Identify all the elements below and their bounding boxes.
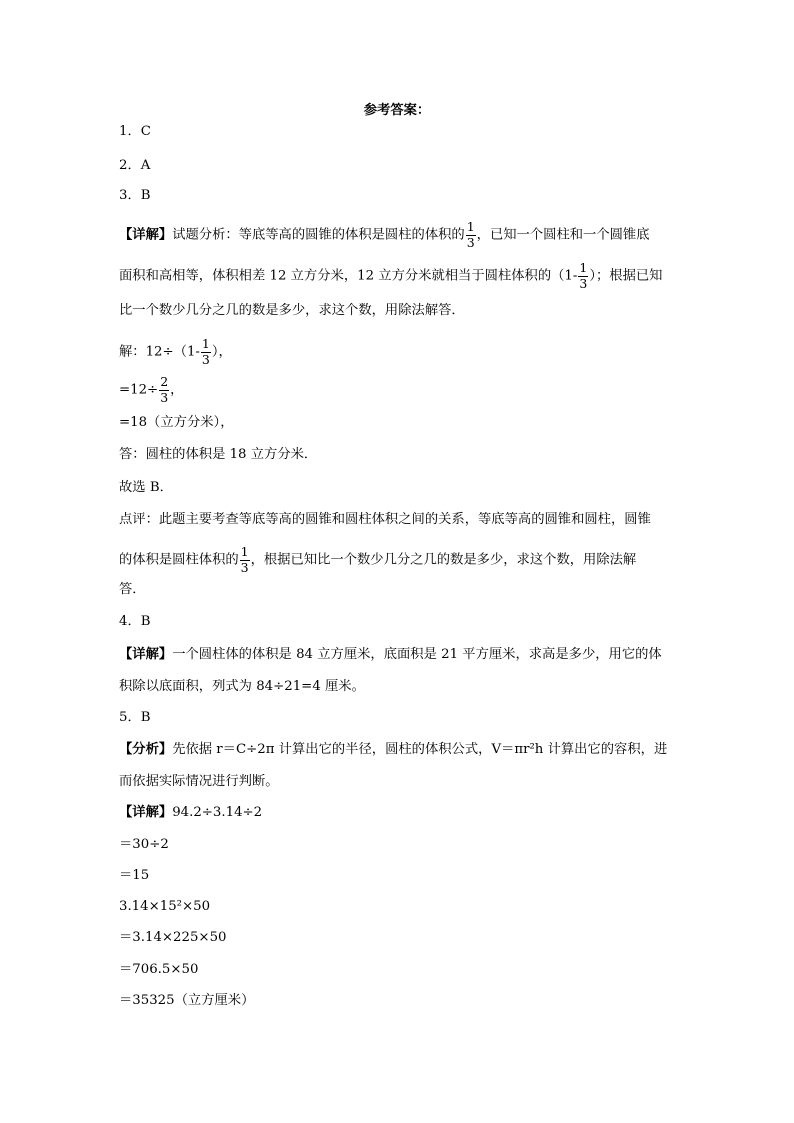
fraction-one-third: $\frac{1}{3}$ (579, 260, 588, 291)
q5-calc-line-4: 3.14×15²×50 (119, 899, 211, 914)
fraction-two-thirds: $\frac{2}{3}$ (160, 374, 169, 405)
analysis-tag: 【分析】 (119, 742, 173, 757)
fraction-one-third: $\frac{1}{3}$ (466, 219, 475, 250)
q5-calc-line-2: ＝30÷2 (119, 837, 169, 852)
q3-explain-line-1: 【详解】试题分析：等底等高的圆锥的体积是圆柱的体积的 $\frac{1}{3}$ ，已知一个圆柱和一个圆锥底 (119, 219, 650, 250)
answer-2: 2．A (119, 158, 151, 173)
q5-calc-line-3: ＝15 (119, 868, 150, 883)
q3-solution-line-3: =18（立方分米）， (119, 415, 234, 430)
fraction-one-third: $\frac{1}{3}$ (240, 544, 249, 575)
answer-5: 5．B (119, 710, 151, 725)
q4-explain-line-1: 【详解】一个圆柱体的体积是 84 立方厘米，底面积是 21 平方厘米，求高是多少，用它的体 (119, 647, 662, 662)
detail-tag: 【详解】 (119, 227, 173, 243)
q5-calc-line-6: ＝706.5×50 (119, 962, 199, 977)
page-title: 参考答案： (363, 103, 431, 118)
detail-tag: 【详解】 (119, 805, 173, 820)
q4-explain-line-2: 积除以底面积，列式为 84÷21=4 厘米。 (119, 679, 365, 694)
q3-comment-line-2: 的体积是圆柱体积的 $\frac{1}{3}$ ，根据已知比一个数少几分之几的数是多少，求这个数，用除法解 (119, 544, 637, 575)
answer-1: 1．C (119, 124, 151, 139)
answer-3: 3．B (119, 188, 151, 203)
q5-calc-line-7: ＝35325（立方厘米） (119, 993, 255, 1008)
q3-explain-line-2: 面积和高相等，体积相差 12 立方分米，12 立方分米就相当于圆柱体积的（1- $\frac{1}{3}$ ）；根据已知 (119, 260, 663, 291)
q3-solution-line-1: 解：12÷（1- $\frac{1}{3}$ ）， (119, 336, 232, 367)
q5-detail-line-1: 【详解】94.2÷3.14÷2 (119, 805, 263, 820)
q3-explain-line-3: 比一个数少几分之几的数是多少，求这个数，用除法解答． (119, 303, 465, 318)
q5-analysis-line-2: 而依据实际情况进行判断。 (119, 774, 279, 789)
detail-tag: 【详解】 (119, 647, 173, 662)
q5-calc-line-5: ＝3.14×225×50 (119, 930, 227, 945)
q3-comment-line-1: 点评：此题主要考查等底等高的圆锥和圆柱体积之间的关系，等底等高的圆锥和圆柱，圆锥 (119, 512, 651, 527)
fraction-one-third: $\frac{1}{3}$ (201, 336, 210, 367)
q3-choice-line: 故选 B． (119, 480, 173, 495)
q3-solution-line-2: =12÷ $\frac{2}{3}$ ， (119, 374, 184, 405)
answer-4: 4．B (119, 614, 151, 629)
q3-comment-line-3: 答． (119, 582, 146, 597)
q5-analysis-line-1: 【分析】先依据 r＝C÷2π 计算出它的半径，圆柱的体积公式，V＝πr²h 计算出它的容积，进 (119, 742, 668, 757)
q3-answer-line: 答：圆柱的体积是 18 立方分米． (119, 447, 318, 462)
